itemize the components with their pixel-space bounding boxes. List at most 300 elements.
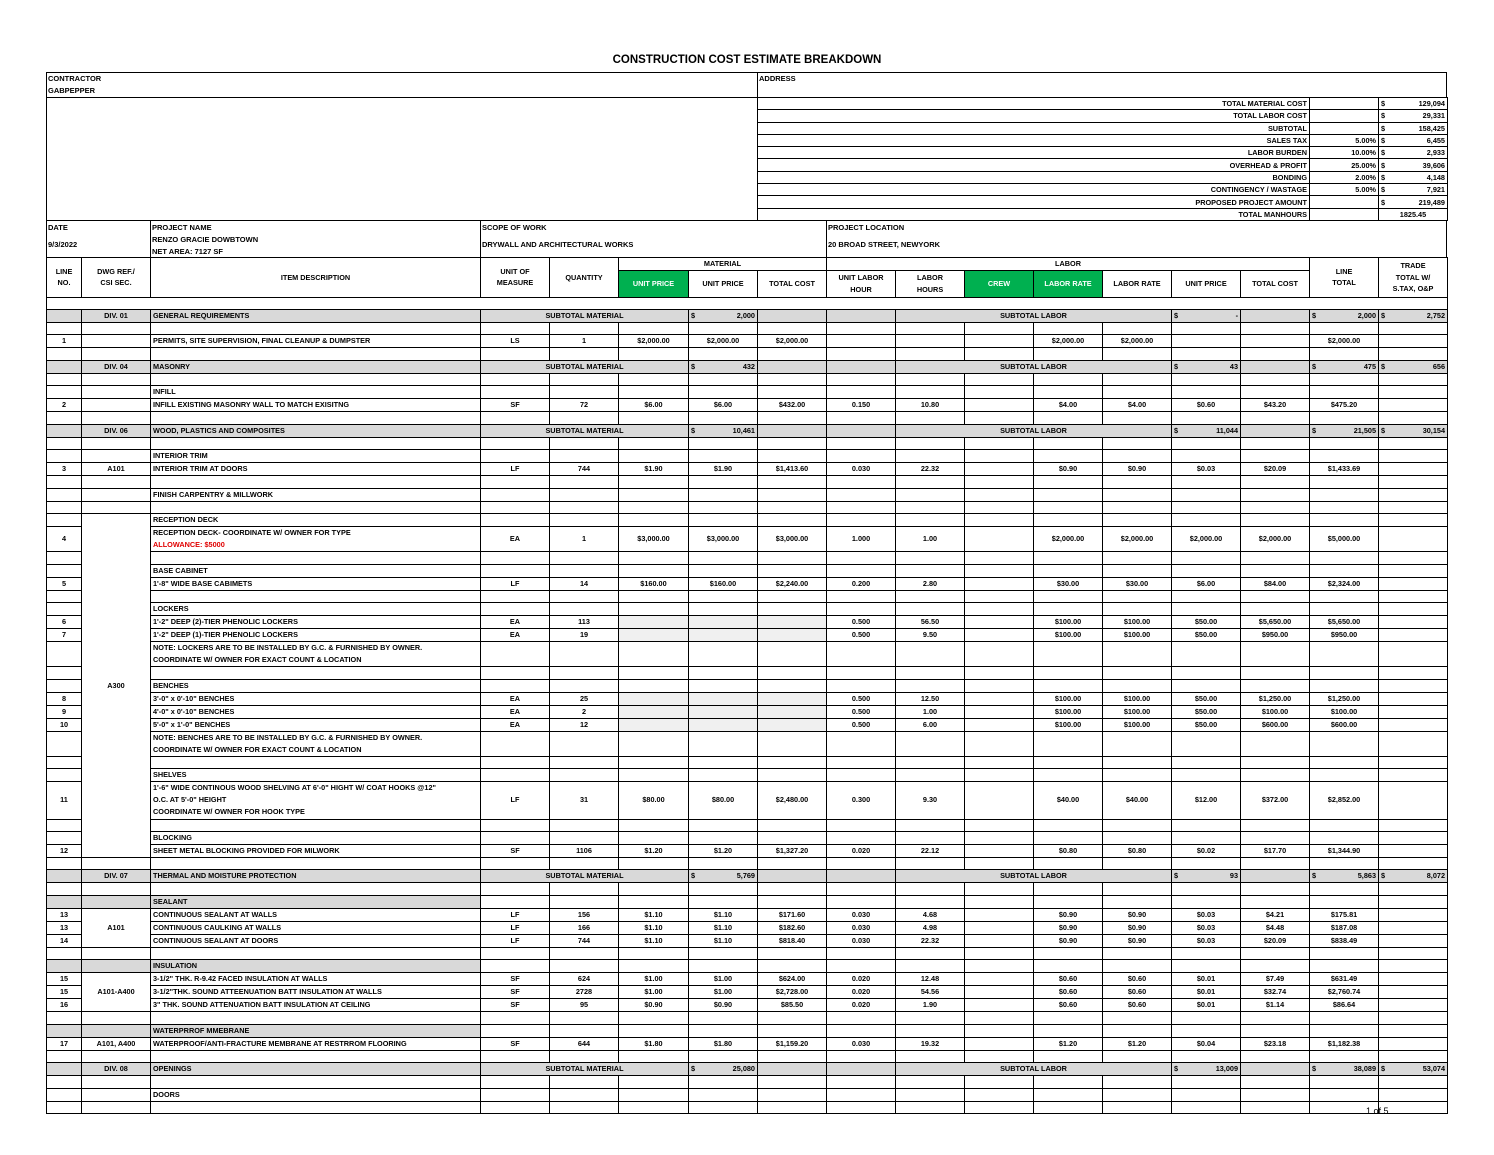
labor-rate-cell: [1103, 501, 1172, 513]
trade-total-cell: [1379, 1050, 1448, 1062]
unit-cell: LF: [481, 908, 550, 921]
mat-total-cost-cell: [758, 883, 827, 895]
trade-total-cell: [1379, 514, 1448, 527]
dwg-ref: [82, 883, 151, 895]
labor-rate-cell: [1103, 348, 1172, 360]
lab-total-cost-cell: $84.00: [1241, 577, 1310, 590]
mat-total-cost-cell: $3,000.00: [758, 527, 827, 552]
unit-labor-hour-cell: [827, 348, 896, 360]
line-total-cell: [1310, 386, 1379, 399]
line-total-cell: $5,000.00: [1310, 527, 1379, 552]
description-line: CONTINUOUS SEALANT AT DOORS: [153, 935, 279, 945]
labor-rate-green-cell: $0.60: [1034, 999, 1103, 1012]
unit-labor-hour-cell: [827, 590, 896, 602]
item-description: [151, 731, 481, 756]
line-total-cell: $175.81: [1310, 908, 1379, 921]
crew-cell: [965, 731, 1034, 756]
unit-cell: [481, 1024, 550, 1037]
labor-rate-green-cell: [1034, 1088, 1103, 1101]
labor-rate-green-cell: [1034, 1024, 1103, 1037]
lab-total-cost-cell: [1241, 335, 1310, 348]
amount: -: [1235, 310, 1239, 320]
mat-total-cost-cell: [758, 412, 827, 424]
labor-rate-cell: $0.60: [1103, 986, 1172, 999]
trade-total-cell: [1379, 718, 1448, 731]
mat-total-cost-cell: [758, 947, 827, 959]
currency-symbol: $: [1381, 123, 1386, 133]
line-total-cell: [1310, 667, 1379, 679]
mat-total-cost-cell: [758, 718, 827, 731]
mat-total-cost-cell: [758, 373, 827, 385]
mat-total-cost-cell: [758, 590, 827, 602]
currency-symbol: $: [1381, 310, 1386, 320]
col-labor-rate-green: LABOR RATE: [1034, 270, 1103, 297]
lab-total-cost-cell: $17.70: [1241, 845, 1310, 858]
labor-rate-cell: [1103, 947, 1172, 959]
money: [1174, 361, 1238, 373]
line-no: [47, 412, 82, 424]
labor-rate-green-cell: $0.60: [1034, 986, 1103, 999]
blank-row: [47, 667, 1448, 679]
unit-cell: LS: [481, 335, 550, 348]
currency-symbol: $: [1174, 871, 1179, 881]
lab-unit-price-cell: [1172, 679, 1241, 692]
dwg-ref: [82, 1088, 151, 1101]
subtotal-material-label: SUBTOTAL MATERIAL: [481, 309, 689, 322]
unit-cell: SF: [481, 973, 550, 986]
labor-rate-green-cell: $2,000.00: [1034, 335, 1103, 348]
mat-total-cost-cell: [758, 1101, 827, 1113]
item-description: [151, 348, 481, 360]
labor-hours-cell: [896, 1012, 965, 1024]
labor-rate-green-cell: [1034, 642, 1103, 667]
quantity-cell: [550, 603, 619, 616]
crew-cell: [965, 845, 1034, 858]
mat-unit-price-green-cell: [619, 1024, 689, 1037]
line-no: [47, 603, 82, 616]
quantity-cell: 644: [550, 1037, 619, 1050]
unit-labor-hour-cell: [827, 642, 896, 667]
item-description: [151, 501, 481, 513]
mat-unit-price-green-cell: $1.10: [619, 934, 689, 947]
labor-rate-cell: $2,000.00: [1103, 335, 1172, 348]
trade-total-cell: [1379, 476, 1448, 488]
lab-unit-price-cell: [1172, 1088, 1241, 1101]
item-description: [151, 692, 481, 705]
mat-total-cost-cell: $624.00: [758, 973, 827, 986]
quantity-cell: [550, 769, 619, 782]
mat-unit-price-green-cell: [619, 642, 689, 667]
lab-total-cost-cell: [1241, 488, 1310, 501]
trade-total-cell: [1379, 590, 1448, 602]
quantity-cell: 2: [550, 705, 619, 718]
labor-hours-cell: 22.12: [896, 845, 965, 858]
mat-unit-price-cell: [689, 1088, 758, 1101]
dwg-ref: [82, 960, 151, 973]
summary-amount: [1381, 172, 1445, 183]
mat-total-cost-cell: $1,159.20: [758, 1037, 827, 1050]
mat-unit-price-cell: [689, 858, 758, 870]
lab-unit-price-cell: $0.03: [1172, 921, 1241, 934]
mat-unit-price-green-cell: [619, 679, 689, 692]
trade-total-cell: [1379, 463, 1448, 476]
mat-unit-price-green-cell: $160.00: [619, 577, 689, 590]
spacer-cell: [47, 297, 1448, 309]
item-description: DOORS: [151, 1088, 481, 1101]
line-total-cell: [1310, 412, 1379, 424]
amount: 38,089: [1353, 1064, 1377, 1074]
currency-symbol: $: [1381, 425, 1386, 435]
unit-cell: EA: [481, 718, 550, 731]
lab-total-cost-cell: $1,250.00: [1241, 692, 1310, 705]
trade-total-cell: [1379, 769, 1448, 782]
line-total-cell: $1,182.38: [1310, 1037, 1379, 1050]
unit-labor-hour-cell: 0.500: [827, 692, 896, 705]
unit-cell: EA: [481, 705, 550, 718]
unit-labor-hour-cell: [827, 1024, 896, 1037]
currency-symbol: $: [1381, 136, 1386, 146]
item-description: [151, 819, 481, 831]
labor-rate-green-cell: $100.00: [1034, 616, 1103, 629]
currency-symbol: $: [1381, 99, 1386, 109]
trade-total-cell: [1379, 322, 1448, 334]
lab-unit-price-cell: $0.03: [1172, 463, 1241, 476]
unit-labor-hour-cell: 0.030: [827, 463, 896, 476]
unit-labor-hour-cell: [827, 552, 896, 564]
dwg-ref: [82, 348, 151, 360]
unit-cell: SF: [481, 999, 550, 1012]
labor-rate-green-cell: [1034, 437, 1103, 449]
table-row: [47, 692, 1448, 705]
col-crew: CREW: [965, 270, 1034, 297]
line-total-cell: [1310, 731, 1379, 756]
mat-unit-price-green-cell: [619, 629, 689, 642]
division-name: THERMAL AND MOISTURE PROTECTION: [151, 870, 481, 883]
blank-row: [47, 297, 1448, 309]
labor-rate-green-cell: [1034, 960, 1103, 973]
mat-unit-price-cell: $1.10: [689, 921, 758, 934]
mat-unit-price-cell: [689, 590, 758, 602]
line-total-cell: $631.49: [1310, 973, 1379, 986]
labor-rate-green-cell: [1034, 1101, 1103, 1113]
summary-row: [758, 184, 1448, 196]
description-line: 1'-6" WIDE CONTINOUS WOOD SHELVING AT 6'-0" HIGHT W/ COAT HOOKS @12": [153, 783, 436, 793]
lab-unit-price-cell: $0.01: [1172, 986, 1241, 999]
quantity-cell: [550, 1050, 619, 1062]
amount: 29,331: [1422, 111, 1445, 121]
mat-unit-price-green-cell: [619, 819, 689, 831]
mat-unit-price-cell: $80.00: [689, 782, 758, 819]
unit-cell: [481, 642, 550, 667]
unit-cell: [481, 960, 550, 973]
section-header-row: [47, 514, 1448, 527]
trade-total-cell: [1379, 845, 1448, 858]
section-header-row: [47, 564, 1448, 577]
line-no: 6: [47, 616, 82, 629]
item-description: LOCKERS: [151, 603, 481, 616]
unit-labor-hour-cell: 0.020: [827, 973, 896, 986]
col-trade-total: TRADE TOTAL W/ S.TAX, O&P: [1379, 258, 1448, 298]
crew-cell: [965, 348, 1034, 360]
labor-rate-cell: [1103, 667, 1172, 679]
line-total-cell: [1310, 1076, 1379, 1088]
trade-total-cell: [1379, 1024, 1448, 1037]
unit-labor-hour-cell: [827, 476, 896, 488]
mat-unit-price-green-cell: [619, 437, 689, 449]
currency-symbol: $: [691, 361, 696, 371]
labor-rate-cell: [1103, 1050, 1172, 1062]
division-code: DIV. 06: [82, 424, 151, 437]
labor-hours-cell: [896, 335, 965, 348]
mat-total-cost-cell: $1,327.20: [758, 845, 827, 858]
line-no: [47, 1076, 82, 1088]
crew-cell: [965, 947, 1034, 959]
description-line: NOTE: LOCKERS ARE TO BE INSTALLED BY G.C. & FURNISHED BY OWNER.: [153, 643, 423, 653]
money: [691, 870, 755, 882]
line-no: 16: [47, 999, 82, 1012]
line-no: [47, 679, 82, 692]
mat-unit-price-cell: [689, 450, 758, 463]
line-no: 10: [47, 718, 82, 731]
labor-hours-cell: 19.32: [896, 1037, 965, 1050]
crew-cell: [965, 921, 1034, 934]
contractor-value: GABPEPPER: [48, 86, 96, 95]
unit-labor-hour-cell: 0.030: [827, 921, 896, 934]
line-total-cell: $2,000.00: [1310, 335, 1379, 348]
line-no: 3: [47, 463, 82, 476]
money: [1312, 870, 1376, 882]
lab-unit-price-cell: [1172, 895, 1241, 908]
unit-labor-hour-cell: 0.150: [827, 399, 896, 412]
labor-rate-green-cell: $100.00: [1034, 718, 1103, 731]
labor-rate-green-cell: [1034, 564, 1103, 577]
item-description: [151, 973, 481, 986]
dwg-ref: [82, 1101, 151, 1113]
mat-total-cost-cell: [758, 1012, 827, 1024]
item-description: [151, 476, 481, 488]
summary-value: [1379, 159, 1448, 171]
description-line: RECEPTION DECK- COORDINATE W/ OWNER FOR TYPE: [153, 528, 351, 538]
labor-rate-green-cell: [1034, 667, 1103, 679]
unit-cell: [481, 667, 550, 679]
summary-amount: [1381, 184, 1445, 195]
unit-labor-hour-cell: 0.030: [827, 934, 896, 947]
amount: 656: [1432, 361, 1446, 371]
summary-value: [1379, 110, 1448, 122]
labor-rate-cell: [1103, 883, 1172, 895]
unit-labor-hour-cell: 0.500: [827, 629, 896, 642]
dwg-ref: [82, 373, 151, 385]
mat-unit-price-green-cell: $0.90: [619, 999, 689, 1012]
labor-hours-cell: [896, 1050, 965, 1062]
dwg-ref: A101: [82, 908, 151, 947]
section-header-row: [47, 1088, 1448, 1101]
mat-unit-price-cell: [689, 679, 758, 692]
note-row: [47, 731, 1448, 756]
dwg-ref: A101, A400: [82, 1037, 151, 1050]
unit-labor-hour-cell: [827, 1050, 896, 1062]
address-box: [757, 72, 1447, 98]
lab-total-cost-cell: [1241, 858, 1310, 870]
labor-rate-green-cell: [1034, 731, 1103, 756]
mat-unit-price-cell: [689, 552, 758, 564]
scope-cell: [480, 220, 827, 258]
lab-unit-price-cell: $0.03: [1172, 934, 1241, 947]
mat-total-cost-cell: [758, 692, 827, 705]
trade-total-cell: [1379, 399, 1448, 412]
crew-cell: [965, 488, 1034, 501]
trade-total-cell: [1379, 705, 1448, 718]
unit-labor-hour-cell: 0.500: [827, 718, 896, 731]
line-total-cell: [1310, 769, 1379, 782]
note-row: [47, 642, 1448, 667]
item-description: SHELVES: [151, 769, 481, 782]
labor-hours-cell: [896, 769, 965, 782]
description-line: COORDINATE W/ OWNER FOR EXACT COUNT & LOCATION: [153, 744, 362, 754]
mat-unit-price-cell: [689, 1101, 758, 1113]
mat-unit-price-cell: [689, 501, 758, 513]
labor-hours-cell: [896, 488, 965, 501]
line-no: [47, 476, 82, 488]
dwg-ref: [82, 322, 151, 334]
mat-unit-price-cell: $1.10: [689, 908, 758, 921]
mat-unit-price-green-cell: [619, 1101, 689, 1113]
unit-labor-hour-cell: [827, 603, 896, 616]
line-total-cell: $2,852.00: [1310, 782, 1379, 819]
description-line: CONTINUOUS CAULKING AT WALLS: [153, 922, 282, 932]
mat-unit-price-green-cell: [619, 514, 689, 527]
unit-cell: [481, 373, 550, 385]
mat-total-cost-cell: [758, 616, 827, 629]
lab-total-cost-cell: $4.48: [1241, 921, 1310, 934]
mat-unit-price-green-cell: [619, 832, 689, 845]
labor-hours-cell: [896, 373, 965, 385]
unit-cell: [481, 552, 550, 564]
crew-cell: [965, 463, 1034, 476]
crew-cell: [965, 819, 1034, 831]
lab-total-cost-cell: [1241, 895, 1310, 908]
item-description: [151, 629, 481, 642]
lab-total-cost-cell: [1241, 1088, 1310, 1101]
line-total-cell: $187.08: [1310, 921, 1379, 934]
mat-unit-price-green-cell: $3,000.00: [619, 527, 689, 552]
trade-total-cell: [1379, 986, 1448, 999]
labor-rate-cell: [1103, 488, 1172, 501]
dwg-ref: [82, 386, 151, 399]
unit-cell: [481, 501, 550, 513]
section-header-row: [47, 603, 1448, 616]
mat-total-cost-cell: [758, 667, 827, 679]
trade-total-cell: [1379, 437, 1448, 449]
unit-cell: [481, 819, 550, 831]
item-description: [151, 577, 481, 590]
unit-cell: [481, 590, 550, 602]
subtotal-material-value: [689, 360, 758, 373]
line-total-cell: [1310, 642, 1379, 667]
labor-hours-cell: [896, 947, 965, 959]
summary-label: SALES TAX: [758, 134, 1310, 146]
summary-value: [1379, 122, 1448, 134]
mat-unit-price-green-cell: [619, 960, 689, 973]
item-description: [151, 412, 481, 424]
currency-symbol: $: [691, 310, 696, 320]
summary-value: [1379, 134, 1448, 146]
quantity-cell: [550, 1088, 619, 1101]
col-labor-rate: LABOR RATE: [1103, 270, 1172, 297]
item-description: FINISH CARPENTRY & MILLWORK: [151, 488, 481, 501]
subtotal-labor-label: SUBTOTAL LABOR: [896, 870, 1172, 883]
lab-total-cost-cell: [1241, 1101, 1310, 1113]
lab-unit-price-cell: [1172, 1024, 1241, 1037]
mat-unit-price-green-cell: [619, 488, 689, 501]
lab-total-cost-cell: [1241, 1050, 1310, 1062]
lab-unit-price-cell: [1172, 756, 1241, 768]
labor-hours-cell: [896, 514, 965, 527]
location-value: 20 BROAD STREET, NEWYORK: [828, 240, 941, 249]
crew-cell: [965, 934, 1034, 947]
mat-unit-price-cell: $3,000.00: [689, 527, 758, 552]
unit-labor-hour-cell: 1.000: [827, 527, 896, 552]
empty-cell: [1241, 309, 1310, 322]
item-description: [151, 883, 481, 895]
crew-cell: [965, 527, 1034, 552]
line-total-cell: [1310, 679, 1379, 692]
item-description: [151, 999, 481, 1012]
labor-rate-cell: $100.00: [1103, 692, 1172, 705]
labor-rate-cell: [1103, 731, 1172, 756]
summary-amount: [1381, 147, 1445, 158]
col-group-labor: LABOR: [827, 258, 1310, 271]
notes-area: [46, 97, 758, 221]
summary-amount: [1381, 110, 1445, 121]
description-line: COORDINATE W/ OWNER FOR EXACT COUNT & LOCATION: [153, 655, 362, 665]
mat-total-cost-cell: [758, 603, 827, 616]
dwg-ref: A101-A400: [82, 973, 151, 1012]
dwg-ref: [82, 335, 151, 348]
mat-total-cost-cell: [758, 450, 827, 463]
money: [1381, 870, 1445, 882]
item-description: [151, 1012, 481, 1024]
mat-unit-price-cell: [689, 629, 758, 642]
quantity-cell: 2728: [550, 986, 619, 999]
money: [1312, 310, 1376, 322]
quantity-cell: 744: [550, 934, 619, 947]
unit-cell: EA: [481, 692, 550, 705]
blank-row: [47, 1076, 1448, 1088]
blank-row: [47, 756, 1448, 768]
line-no: [47, 960, 82, 973]
currency-symbol: $: [1174, 1064, 1179, 1074]
item-description: [151, 921, 481, 934]
mat-unit-price-cell: [689, 883, 758, 895]
lab-unit-price-cell: $0.04: [1172, 1037, 1241, 1050]
trade-total-cell: [1379, 1037, 1448, 1050]
crew-cell: [965, 1037, 1034, 1050]
summary-percent: [1310, 196, 1379, 208]
item-description: WATERPRROF MMEBRANE: [151, 1024, 481, 1037]
line-no: [47, 386, 82, 399]
unit-labor-hour-cell: [827, 756, 896, 768]
unit-labor-hour-cell: [827, 947, 896, 959]
summary-value: [1379, 171, 1448, 183]
unit-labor-hour-cell: [827, 335, 896, 348]
labor-rate-cell: $100.00: [1103, 616, 1172, 629]
trade-total-cell: [1379, 908, 1448, 921]
empty-cell: [758, 1063, 827, 1076]
unit-labor-hour-cell: [827, 373, 896, 385]
trade-total-cell: [1379, 947, 1448, 959]
lab-unit-price-cell: [1172, 412, 1241, 424]
